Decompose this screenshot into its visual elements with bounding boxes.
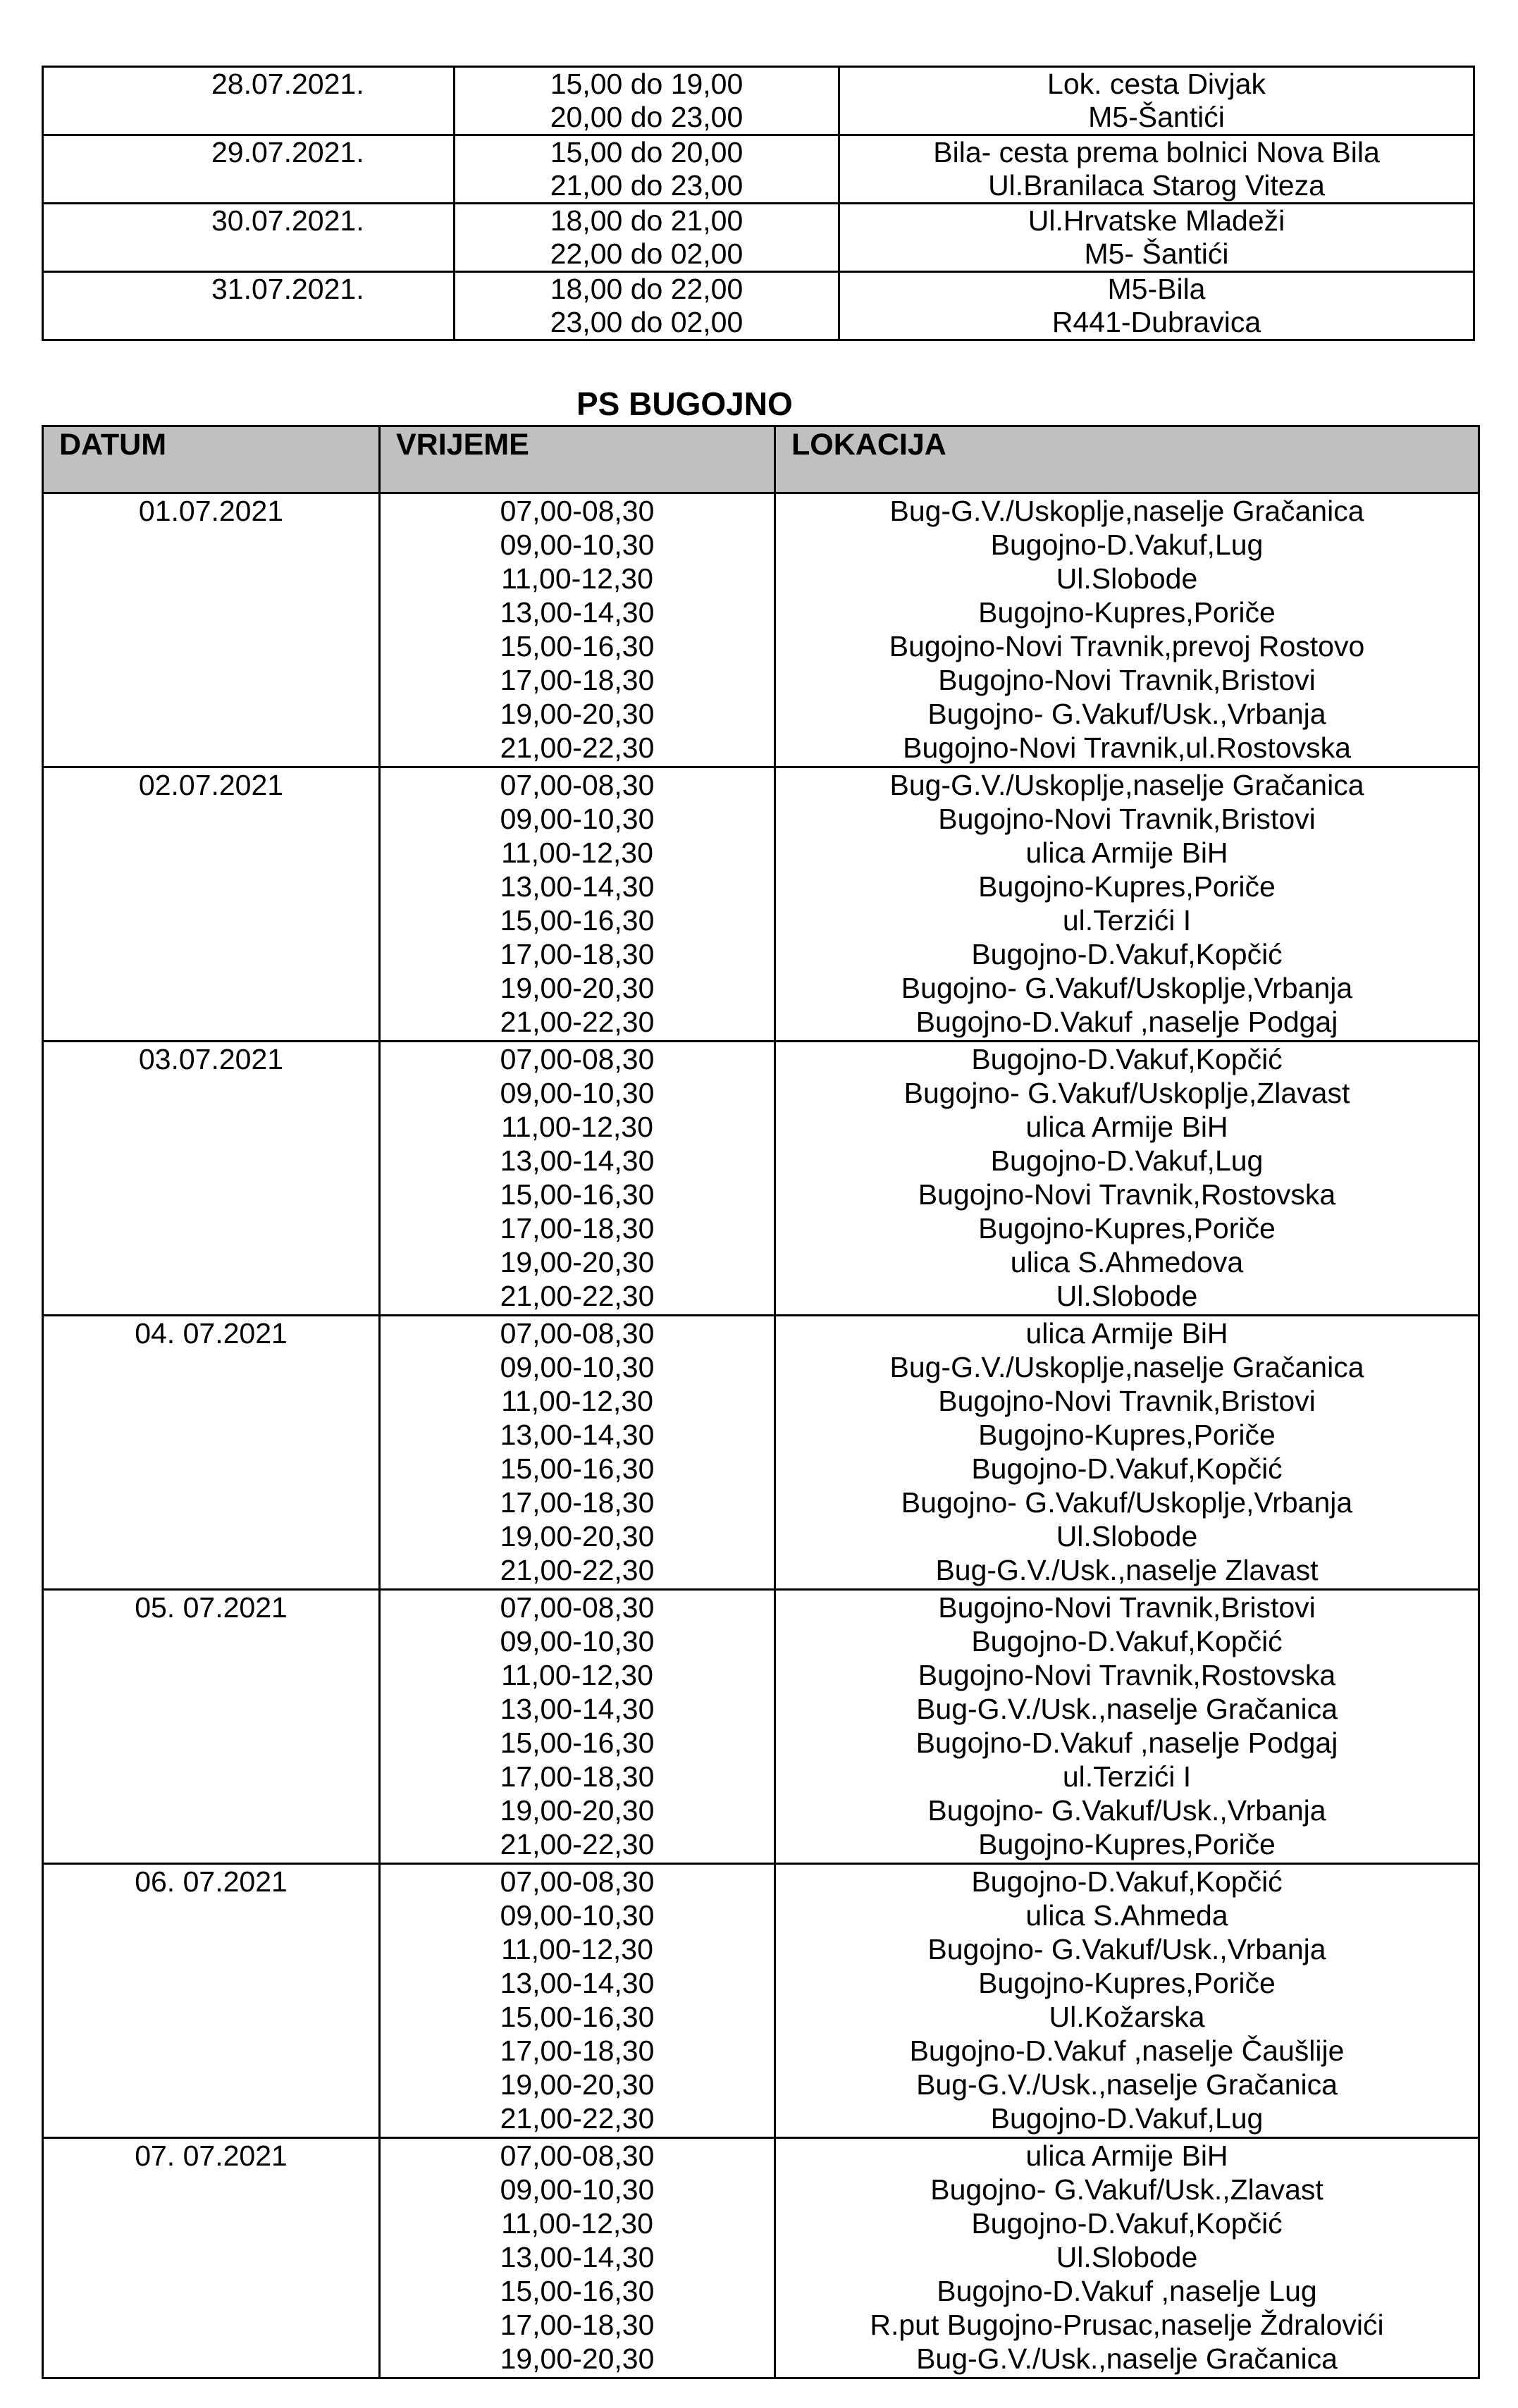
location-text: R441-Dubravica [1051, 306, 1261, 338]
time-slot: 18,00 do 22,00 [550, 273, 743, 305]
header-location: LOKACIJA [775, 426, 1479, 493]
time-slot: 13,00-14,30 [500, 1693, 655, 1725]
location-text: Bugojno-D.Vakuf,Lug [990, 1144, 1264, 1177]
location-cell [839, 67, 1474, 135]
date-text: 01.07.2021 [138, 495, 284, 527]
location-text: Ul.Slobode [1056, 562, 1198, 595]
time-slot: 21,00-22,30 [500, 1554, 655, 1586]
location-text: Bugojno-Novi Travnik,Bristovi [938, 803, 1316, 835]
time-slot: 15,00-16,30 [500, 630, 655, 662]
location-text: Bugojno-D.Vakuf,Kopčić [971, 1043, 1283, 1075]
time-slot: 11,00-12,30 [501, 562, 653, 595]
location-text: Bugojno-Novi Travnik,Bristovi [938, 1591, 1316, 1624]
time-slot: 15,00 do 19,00 [550, 68, 743, 100]
time-slot: 15,00 do 20,00 [550, 136, 743, 168]
location-text: Bugojno-Novi Travnik,prevoj Rostovo [889, 630, 1365, 662]
location-text: M5- Šantići [1084, 237, 1229, 270]
location-text: Bugojno- G.Vakuf/Usk.,Vrbanja [927, 698, 1326, 730]
time-slot: 13,00-14,30 [500, 1144, 655, 1177]
time-slot: 11,00-12,30 [501, 1385, 653, 1417]
time-slot: 09,00-10,30 [500, 803, 655, 835]
location-text: Bug-G.V./Uskoplje,naselje Gračanica [889, 495, 1364, 527]
time-slot: 09,00-10,30 [500, 529, 655, 561]
time-slot: 15,00-16,30 [500, 2001, 655, 2033]
date-cell [43, 767, 380, 1042]
time-slot: 13,00-14,30 [500, 1419, 655, 1451]
location-text: ul.Terzići I [1062, 1760, 1192, 1793]
table-row [43, 2138, 1479, 2378]
time-slot: 19,00-20,30 [500, 1520, 655, 1552]
location-text: Bila- cesta prema bolnici Nova Bila [933, 136, 1380, 168]
location-text: Bug-G.V./Uskoplje,naselje Gračanica [889, 769, 1364, 801]
location-text: ulica S.Ahmedova [1010, 1246, 1244, 1278]
time-slot: 19,00-20,30 [500, 698, 655, 730]
date-cell [43, 272, 455, 340]
location-cell [839, 272, 1474, 340]
location-text: Bugojno-Kupres,Poriče [978, 1212, 1276, 1245]
location-text: Bugojno- G.Vakuf/Uskoplje,Vrbanja [901, 1486, 1353, 1519]
time-slot: 15,00-16,30 [500, 1727, 655, 1759]
location-text: ulica Armije BiH [1025, 2140, 1228, 2172]
continuation-table-body [43, 67, 1474, 340]
table-row [43, 1316, 1479, 1590]
time-slot: 11,00-12,30 [501, 1111, 653, 1143]
time-slot: 15,00-16,30 [500, 904, 655, 937]
time-slot: 21,00-22,30 [500, 731, 655, 764]
location-text: Ul.Slobode [1056, 1520, 1198, 1552]
location-cell [839, 135, 1474, 204]
date-cell [43, 204, 455, 272]
time-cell [380, 767, 775, 1042]
time-cell [455, 272, 839, 340]
date-text: 31.07.2021. [211, 273, 364, 305]
location-text: M5-Šantići [1088, 101, 1225, 133]
time-slot: 11,00-12,30 [501, 836, 653, 869]
location-text: Bugojno- G.Vakuf/Uskoplje,Zlavast [903, 1077, 1350, 1109]
time-slot: 18,00 do 21,00 [550, 204, 743, 237]
location-cell [775, 1590, 1479, 1864]
location-text: ulica S.Ahmeda [1025, 1899, 1228, 1932]
location-cell [775, 767, 1479, 1042]
location-text: Bugojno-D.Vakuf ,naselje Podgaj [915, 1006, 1338, 1038]
table-row [43, 1864, 1479, 2138]
table-row [43, 767, 1479, 1042]
date-text: 07. 07.2021 [135, 2140, 288, 2172]
time-cell [380, 1316, 775, 1590]
location-text: R.put Bugojno-Prusac,naselje Ždralovići [870, 2309, 1384, 2341]
date-text: 04. 07.2021 [135, 1317, 288, 1350]
time-slot: 07,00-08,30 [500, 769, 655, 801]
date-text: 02.07.2021 [138, 769, 284, 801]
time-slot: 11,00-12,30 [501, 1933, 653, 1965]
date-text: 28.07.2021. [211, 68, 364, 100]
time-slot: 21,00-22,30 [500, 1828, 655, 1860]
location-text: Bug-G.V./Usk.,naselje Gračanica [916, 1693, 1338, 1725]
location-text: Bugojno-D.Vakuf,Kopčić [971, 938, 1283, 970]
location-cell [775, 1864, 1479, 2138]
location-text: Ul.Kožarska [1049, 2001, 1205, 2033]
table-row [43, 493, 1479, 767]
location-text: Bugojno-Kupres,Poriče [978, 1828, 1276, 1860]
location-cell [775, 1042, 1479, 1316]
location-cell [775, 493, 1479, 767]
date-text: 03.07.2021 [138, 1043, 284, 1075]
time-slot: 09,00-10,30 [500, 2173, 655, 2206]
location-text: Ul.Slobode [1056, 1280, 1198, 1312]
location-text: Bugojno-D.Vakuf ,naselje Čaušlije [909, 2035, 1345, 2067]
location-text: Bugojno-D.Vakuf ,naselje Lug [937, 2275, 1317, 2307]
table-header [43, 426, 1479, 493]
location-text: Bug-G.V./Uskoplje,naselje Gračanica [889, 1351, 1364, 1383]
bugojno-table-body [43, 493, 1479, 2378]
time-slot: 17,00-18,30 [500, 938, 655, 970]
date-cell [43, 1042, 380, 1316]
location-text: ul.Terzići I [1062, 904, 1192, 937]
location-text: Bugojno-Novi Travnik,Rostovska [918, 1659, 1336, 1691]
time-slot: 15,00-16,30 [500, 2275, 655, 2307]
location-text: Bugojno-D.Vakuf,Kopčić [971, 1452, 1283, 1485]
date-cell [43, 493, 380, 767]
time-slot: 13,00-14,30 [500, 870, 655, 903]
section-title: PS BUGOJNO [576, 385, 793, 422]
time-slot: 22,00 do 02,00 [550, 237, 743, 270]
time-slot: 17,00-18,30 [500, 1212, 655, 1245]
location-cell [775, 1316, 1479, 1590]
time-slot: 15,00-16,30 [500, 1178, 655, 1211]
location-text: ulica Armije BiH [1025, 1317, 1228, 1350]
date-text: 05. 07.2021 [135, 1591, 288, 1624]
time-cell [380, 1864, 775, 2138]
table-row [43, 67, 1474, 135]
location-text: Bugojno-D.Vakuf ,naselje Podgaj [915, 1727, 1338, 1759]
time-slot: 19,00-20,30 [500, 1246, 655, 1278]
date-cell [43, 1864, 380, 2138]
table-row [43, 1590, 1479, 1864]
location-text: Bugojno- G.Vakuf/Uskoplje,Vrbanja [901, 972, 1353, 1004]
time-slot: 07,00-08,30 [500, 2140, 655, 2172]
bugojno-schedule-table [42, 425, 1480, 2379]
location-text: Bugojno-Kupres,Poriče [978, 596, 1276, 629]
time-slot: 09,00-10,30 [500, 1077, 655, 1109]
location-text: Bugojno-Kupres,Poriče [978, 1419, 1276, 1451]
time-slot: 17,00-18,30 [500, 2035, 655, 2067]
time-slot: 07,00-08,30 [500, 1865, 655, 1898]
time-slot: 17,00-18,30 [500, 664, 655, 696]
location-text: Bugojno-Kupres,Poriče [978, 1967, 1276, 1999]
header-row [43, 426, 1479, 493]
continuation-schedule-table [42, 66, 1475, 341]
time-slot: 19,00-20,30 [500, 1794, 655, 1827]
time-cell [380, 2138, 775, 2378]
location-text: Bugojno-D.Vakuf,Lug [990, 2102, 1264, 2135]
time-slot: 11,00-12,30 [501, 1659, 653, 1691]
table-row [43, 204, 1474, 272]
time-slot: 09,00-10,30 [500, 1625, 655, 1657]
time-slot: 23,00 do 02,00 [550, 306, 743, 338]
time-slot: 09,00-10,30 [500, 1899, 655, 1932]
location-text: Bugojno-D.Vakuf,Kopčić [971, 2207, 1283, 2240]
time-slot: 07,00-08,30 [500, 1591, 655, 1624]
time-cell [380, 493, 775, 767]
time-slot: 19,00-20,30 [500, 2068, 655, 2101]
location-text: ulica Armije BiH [1025, 1111, 1228, 1143]
table-row [43, 272, 1474, 340]
time-cell [455, 204, 839, 272]
location-text: Bugojno-Kupres,Poriče [978, 870, 1276, 903]
location-text: Bugojno-D.Vakuf,Lug [990, 529, 1264, 561]
location-text: Bugojno-D.Vakuf,Kopčić [971, 1865, 1283, 1898]
location-text: Bugojno-Novi Travnik,Bristovi [938, 1385, 1316, 1417]
location-text: Bugojno- G.Vakuf/Usk.,Vrbanja [927, 1933, 1326, 1965]
date-cell [43, 135, 455, 204]
time-slot: 21,00-22,30 [500, 1280, 655, 1312]
time-slot: 19,00-20,30 [500, 2342, 655, 2375]
location-text: Bug-G.V./Usk.,naselje Gračanica [916, 2068, 1338, 2101]
location-text: Bugojno- G.Vakuf/Usk.,Vrbanja [927, 1794, 1326, 1827]
location-text: Bug-G.V./Usk.,naselje Gračanica [916, 2342, 1338, 2375]
time-slot: 21,00-22,30 [500, 2102, 655, 2135]
time-slot: 13,00-14,30 [500, 1967, 655, 1999]
header-date: DATUM [43, 426, 380, 493]
date-text: 30.07.2021. [211, 204, 364, 237]
location-cell [775, 2138, 1479, 2378]
time-slot: 21,00 do 23,00 [550, 169, 743, 202]
time-slot: 20,00 do 23,00 [550, 101, 743, 133]
time-slot: 13,00-14,30 [500, 596, 655, 629]
time-slot: 07,00-08,30 [500, 1043, 655, 1075]
time-cell [380, 1590, 775, 1864]
location-text: Bug-G.V./Usk.,naselje Zlavast [935, 1554, 1319, 1586]
time-slot: 17,00-18,30 [500, 1486, 655, 1519]
header-time: VRIJEME [380, 426, 775, 493]
time-slot: 09,00-10,30 [500, 1351, 655, 1383]
time-slot: 17,00-18,30 [500, 1760, 655, 1793]
date-text: 06. 07.2021 [135, 1865, 288, 1898]
time-cell [380, 1042, 775, 1316]
date-cell [43, 1316, 380, 1590]
location-text: Bugojno-Novi Travnik,Bristovi [938, 664, 1316, 696]
location-text: Lok. cesta Divjak [1047, 68, 1266, 100]
time-slot: 07,00-08,30 [500, 1317, 655, 1350]
time-slot: 13,00-14,30 [500, 2241, 655, 2273]
location-text: Bugojno-Novi Travnik,Rostovska [918, 1178, 1336, 1211]
location-text: Ul.Branilaca Starog Viteza [988, 169, 1325, 202]
location-text: Bugojno-Novi Travnik,ul.Rostovska [903, 731, 1351, 764]
date-cell [43, 67, 455, 135]
time-slot: 11,00-12,30 [501, 2207, 653, 2240]
time-cell [455, 67, 839, 135]
date-cell [43, 2138, 380, 2378]
location-text: Bugojno-D.Vakuf,Kopčić [971, 1625, 1283, 1657]
location-text: Ul.Slobode [1056, 2241, 1198, 2273]
location-text: ulica Armije BiH [1025, 836, 1228, 869]
time-slot: 21,00-22,30 [500, 1006, 655, 1038]
time-cell [455, 135, 839, 204]
time-slot: 19,00-20,30 [500, 972, 655, 1004]
location-text: Bugojno- G.Vakuf/Usk.,Zlavast [930, 2173, 1323, 2206]
location-cell [839, 204, 1474, 272]
table-row [43, 135, 1474, 204]
location-text: M5-Bila [1107, 273, 1206, 305]
table-row [43, 1042, 1479, 1316]
time-slot: 17,00-18,30 [500, 2309, 655, 2341]
time-slot: 15,00-16,30 [500, 1452, 655, 1485]
location-text: Ul.Hrvatske Mladeži [1028, 204, 1285, 237]
date-text: 29.07.2021. [211, 136, 364, 168]
date-cell [43, 1590, 380, 1864]
time-slot: 07,00-08,30 [500, 495, 655, 527]
